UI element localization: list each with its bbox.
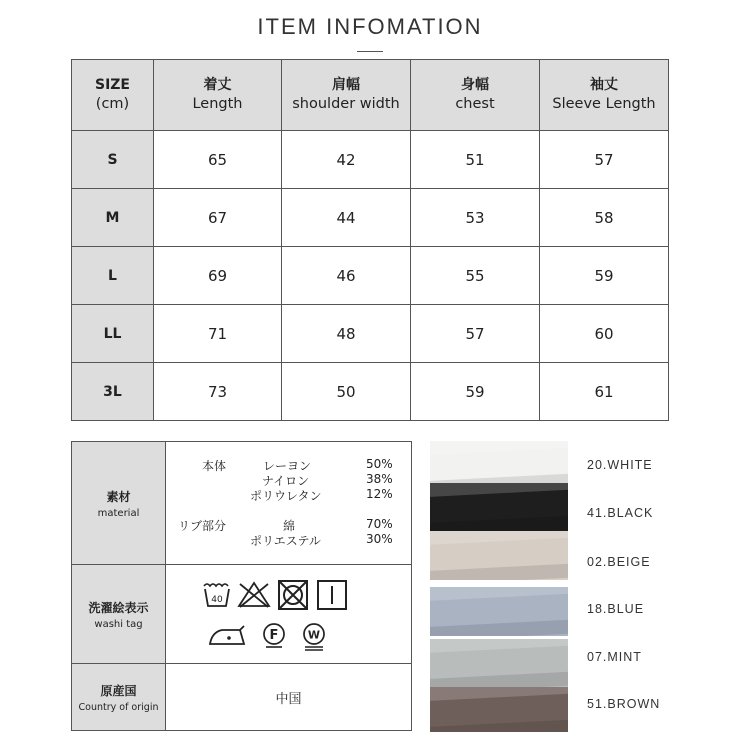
- material-pct: 38%: [366, 472, 393, 486]
- table-cell: 65: [154, 131, 282, 189]
- material-item: 綿: [283, 519, 296, 533]
- material-label: [72, 442, 166, 564]
- material-row: [72, 442, 411, 565]
- wash-40-icon: [202, 580, 232, 608]
- material-pct: 70%: [366, 517, 393, 531]
- header-size: [72, 60, 154, 131]
- table-cell: 44: [282, 189, 411, 247]
- title-underline: [357, 51, 383, 52]
- table-cell: 60: [540, 305, 669, 363]
- wet-clean-w-icon: [300, 622, 328, 652]
- color-label-beige: 02.BEIGE: [587, 555, 651, 569]
- dry-clean-f-icon: [260, 622, 288, 650]
- material-label-en: material: [97, 507, 140, 519]
- material-item: ポリウレタン: [250, 489, 322, 503]
- dry-clean-letter: F: [269, 628, 279, 643]
- swatch-black: [430, 483, 568, 532]
- header-size-label: SIZE: [94, 77, 130, 93]
- iron-low-icon: [208, 622, 248, 648]
- washing-label-jp: 洗濯絵表示: [88, 600, 149, 615]
- header-chest: [411, 60, 540, 131]
- washing-label: [72, 565, 166, 663]
- header-length-en: Length: [192, 96, 243, 112]
- row-size: LL: [72, 305, 154, 363]
- origin-value: 中国: [275, 691, 302, 707]
- table-cell: 71: [154, 305, 282, 363]
- header-shoulder-jp: 肩幅: [332, 77, 360, 93]
- table-cell: 67: [154, 189, 282, 247]
- table-cell: 69: [154, 247, 282, 305]
- swatch-bottom-shade: [430, 619, 568, 636]
- table-cell: 48: [282, 305, 411, 363]
- swatch-bottom-shade: [430, 515, 568, 532]
- care-symbols: [166, 565, 411, 663]
- swatch-brown: [430, 687, 568, 732]
- table-row: [72, 363, 669, 421]
- material-body-part: 本体: [202, 459, 227, 473]
- swatch-blue: [430, 587, 568, 636]
- swatch-fold-shade: [430, 639, 568, 653]
- origin-label-jp: 原産国: [100, 683, 137, 698]
- washing-row: [72, 565, 411, 664]
- color-label-blue: 18.BLUE: [587, 602, 645, 616]
- table-cell: 42: [282, 131, 411, 189]
- header-size-unit: (cm): [95, 96, 130, 112]
- header-sleeve: [540, 60, 669, 131]
- table-cell: 59: [540, 247, 669, 305]
- table-cell: 58: [540, 189, 669, 247]
- material-item: ナイロン: [262, 474, 310, 488]
- origin-row: [72, 664, 411, 730]
- line-dry-icon: [316, 579, 348, 611]
- washing-label-en: washi tag: [94, 618, 143, 630]
- color-label-white: 20.WHITE: [587, 458, 653, 472]
- row-size: 3L: [72, 363, 154, 421]
- origin-label: [72, 664, 166, 730]
- header-sleeve-jp: 袖丈: [590, 77, 618, 93]
- origin-label-en: Country of origin: [78, 701, 159, 713]
- header-length-jp: 着丈: [203, 77, 232, 93]
- page-title: ITEM INFOMATION: [257, 14, 483, 39]
- size-table-header: [72, 60, 669, 131]
- table-cell: 51: [411, 131, 540, 189]
- table-cell: 59: [411, 363, 540, 421]
- header-shoulder: [282, 60, 411, 131]
- swatch-bottom-shade: [430, 671, 568, 688]
- no-tumble-dry-icon: [277, 579, 309, 611]
- table-cell: 55: [411, 247, 540, 305]
- header-length: [154, 60, 282, 131]
- header-chest-jp: 身幅: [461, 77, 489, 93]
- table-cell: 53: [411, 189, 540, 247]
- row-size: L: [72, 247, 154, 305]
- header-shoulder-en: shoulder width: [292, 96, 400, 112]
- color-label-black: 41.BLACK: [587, 506, 654, 520]
- table-cell: 57: [540, 131, 669, 189]
- material-item: ポリエステル: [250, 534, 321, 548]
- swatch-fold-shade: [430, 441, 568, 455]
- color-label-brown: 51.BROWN: [587, 697, 661, 711]
- swatch-fold-shade: [430, 587, 568, 601]
- table-cell: 50: [282, 363, 411, 421]
- swatch-bottom-shade: [430, 719, 568, 732]
- material-rib-part: リブ部分: [178, 519, 227, 533]
- material-label-jp: 素材: [106, 489, 131, 504]
- color-label-mint: 07.MINT: [587, 650, 642, 664]
- swatch-fold-shade: [430, 687, 568, 701]
- material-pct: 30%: [366, 532, 393, 546]
- table-row: [72, 247, 669, 305]
- swatch-fold-shade: [430, 483, 568, 497]
- wash-temp: 40: [211, 595, 223, 605]
- row-size: M: [72, 189, 154, 247]
- swatch-beige: [430, 531, 568, 580]
- material-pct: 12%: [366, 487, 393, 501]
- header-chest-en: chest: [455, 96, 495, 112]
- table-row: [72, 131, 669, 189]
- header-sleeve-en: Sleeve Length: [552, 96, 656, 112]
- swatch-bottom-shade: [430, 563, 568, 580]
- wet-clean-letter: W: [307, 628, 321, 642]
- material-item: レーヨン: [263, 459, 312, 473]
- row-size: S: [72, 131, 154, 189]
- info-table: [71, 441, 412, 731]
- material-pct: 50%: [366, 457, 393, 471]
- table-row: [72, 305, 669, 363]
- table-cell: 73: [154, 363, 282, 421]
- no-bleach-icon: [237, 580, 271, 608]
- table-cell: 61: [540, 363, 669, 421]
- size-table: [71, 59, 669, 421]
- table-cell: 46: [282, 247, 411, 305]
- swatch-fold-shade: [430, 531, 568, 545]
- swatch-mint: [430, 639, 568, 688]
- table-row: [72, 189, 669, 247]
- table-cell: 57: [411, 305, 540, 363]
